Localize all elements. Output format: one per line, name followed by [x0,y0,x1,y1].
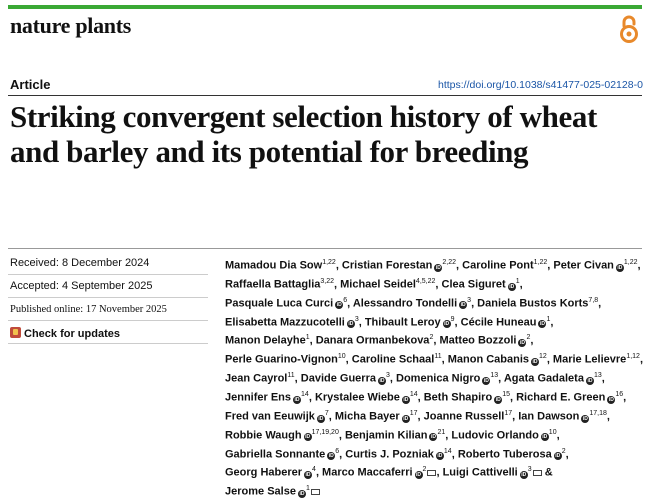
open-access-lock-icon[interactable] [618,14,640,44]
author-line[interactable]: Fred van Eeuwijk $iD^7$, Micha Bayer $iD^{17}$, Joanne Russell$^{17}$, Ian Dawson iD$^{17,18}$, [225,409,610,423]
orcid-icon[interactable]: iD [403,415,409,422]
author-line[interactable]: Georg Haberer $iD^4$, Marco Maccaferri $iD^2$ , Luigi Cattivelli $iD^3$ & [225,466,553,480]
author-line[interactable]: Pasquale Luca Curci $iD^6$, Alessandro Tondelli $iD^3$, Daniela Bustos Korts$^{7,8}$, [225,296,602,310]
crossmark-icon [10,327,21,338]
orcid-icon[interactable]: iD [608,396,614,403]
article-type-label: Article [10,77,51,92]
orcid-icon[interactable]: iD [305,472,311,479]
author-line[interactable]: Mamadou Dia Sow$^{1,22}$, Cristian Forestan iD$^{2,22}$, Caroline Pont$^{1,22}$, Peter Civan iD$^{1,22}$, [225,259,641,272]
author-list [225,255,645,500]
orcid-icon[interactable]: iD [403,396,409,403]
check-for-updates-label[interactable]: Check for updates [24,328,120,340]
orcid-icon[interactable]: iD [539,321,545,328]
journal-name[interactable]: nature plants [10,13,131,38]
meta-divider [8,248,642,249]
author-line[interactable]: Raffaella Battaglia$^{3,22}$, Michael Seidel$^{4,5,22}$, Clea Siguret $iD^1$, [225,277,523,291]
article-title: Striking convergent selection history of wheat and barley and its potential for breeding [10,99,597,169]
envelope-icon[interactable] [311,489,320,495]
orcid-icon[interactable]: iD [542,434,548,441]
orcid-icon[interactable]: iD [460,302,466,309]
received-date: Received: 8 December 2024 [10,257,150,269]
meta-divider [8,297,208,298]
orcid-icon[interactable]: iD [483,377,489,384]
meta-divider [8,343,208,344]
orcid-icon[interactable]: iD [444,321,450,328]
envelope-icon[interactable] [427,470,436,476]
author-line[interactable]: Jean Cayrol$^{11}$, Davide Guerra $iD^3$, Domenica Nigro $iD^{13}$, Agata Gadaleta $iD^{13}$, [225,372,605,385]
orcid-icon[interactable]: iD [617,264,623,271]
author-line[interactable]: Robbie Waugh iD$^{17,19,20}$, Benjamin Kilian $iD^{21}$, Ludovic Orlando $iD^{10}$, [225,428,560,442]
orcid-icon[interactable]: iD [521,472,527,479]
orcid-icon[interactable]: iD [294,396,300,403]
orcid-icon[interactable]: iD [416,472,422,479]
author-line[interactable]: Perle Guarino-Vignon$^{10}$, Caroline Schaal$^{11}$, Manon Cabanis $iD^{12}$, Marie Lelievre$^{1,12}$, [225,353,643,366]
author-line[interactable]: Jerome Salse $iD^1$ [225,481,645,500]
meta-divider [8,320,208,321]
orcid-icon[interactable]: iD [509,283,515,290]
doi-link[interactable]: https://doi.org/10.1038/s41477-025-02128-0 [438,79,643,91]
orcid-icon[interactable]: iD [336,302,342,309]
author-line[interactable]: Jennifer Ens $iD^{14}$, Krystalee Wiebe $iD^{14}$, Beth Shapiro $iD^{15}$, Richard E. Green $iD^{16}$, [225,391,627,404]
envelope-icon[interactable] [533,470,542,476]
orcid-icon[interactable]: iD [328,453,334,460]
orcid-icon[interactable]: iD [348,321,354,328]
orcid-icon[interactable]: iD [305,434,311,441]
accepted-date: Accepted: 4 September 2025 [10,280,153,292]
journal-accent-bar [8,5,642,9]
orcid-icon[interactable]: iD [532,358,538,365]
orcid-icon[interactable]: iD [299,490,305,497]
author-line[interactable]: Manon Delayhe$^1$, Danara Ormanbekova$^2$, Matteo Bozzoli $iD^2$, [225,334,534,348]
orcid-icon[interactable]: iD [318,415,324,422]
orcid-icon[interactable]: iD [519,340,525,347]
check-for-updates[interactable] [10,327,120,340]
published-date: Published online: 17 November 2025 [10,304,167,315]
author-line[interactable]: Elisabetta Mazzucotelli $iD^3$, Thibault Leroy $iD^9$, Cécile Huneau $iD^1$, [225,315,554,329]
orcid-icon[interactable]: iD [587,377,593,384]
author-line[interactable]: Gabriella Sonnante $iD^6$, Curtis J. Pozniak $iD^{14}$, Roberto Tuberosa $iD^2$, [225,447,569,461]
orcid-icon[interactable]: iD [495,396,501,403]
orcid-icon[interactable]: iD [430,434,436,441]
orcid-icon[interactable]: iD [379,377,385,384]
orcid-icon[interactable]: iD [437,453,443,460]
orcid-icon[interactable]: iD [582,415,588,422]
header-divider [8,95,642,96]
orcid-icon[interactable]: iD [435,264,441,271]
meta-divider [8,274,208,275]
orcid-icon[interactable]: iD [555,453,561,460]
